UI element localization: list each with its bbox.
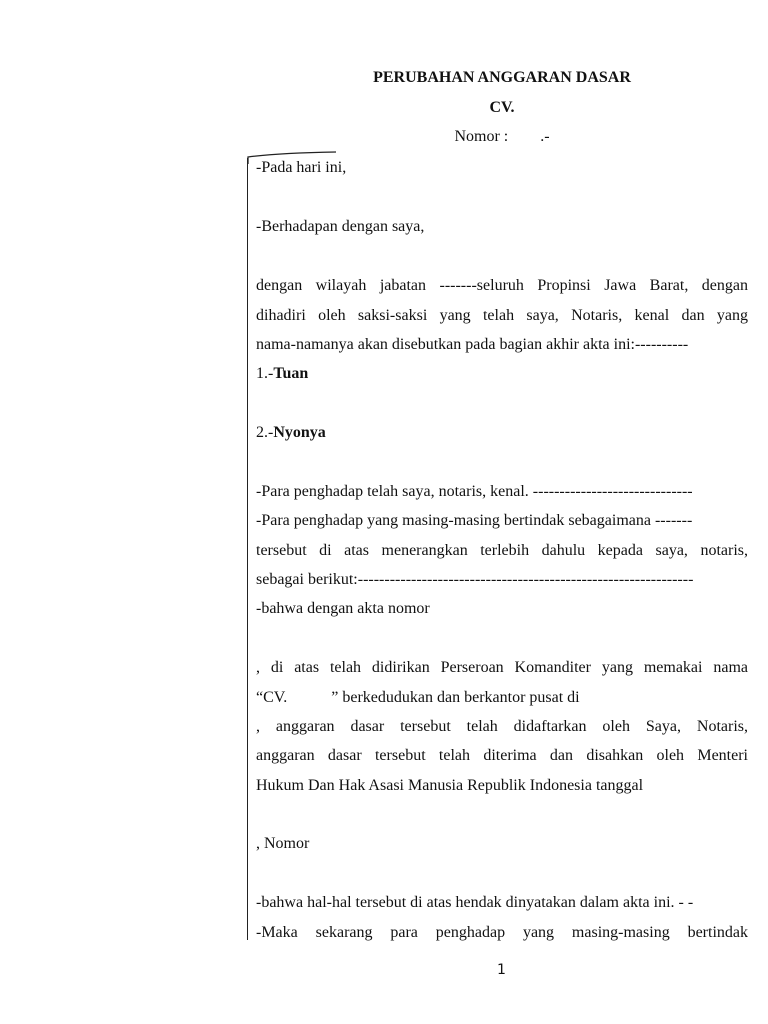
text-line: tersebut di atas menerangkan terlebih dahulu kepada saya, notaris, xyxy=(256,542,748,559)
text-line: -Para penghadap yang masing-masing bertindak sebagaimana ------- xyxy=(256,512,693,529)
text-line: dengan wilayah jabatan -------seluruh Propinsi Jawa Barat, dengan xyxy=(256,277,748,294)
document-number: Nomor : .- xyxy=(454,128,550,145)
text-line: -Pada hari ini, xyxy=(256,159,347,176)
text-line: nama-namanya akan disebutkan pada bagian akhir akta ini:---------- xyxy=(256,336,689,353)
text-line: dihadiri oleh saksi-saksi yang telah saya, Notaris, kenal dan yang xyxy=(256,307,748,324)
document-title: PERUBAHAN ANGGARAN DASAR xyxy=(373,69,631,86)
text-line: Hukum Dan Hak Asasi Manusia Republik Indonesia tanggal xyxy=(256,777,644,794)
party-1 xyxy=(256,364,748,384)
text-line: “CV. ” berkedudukan dan berkantor pusat di xyxy=(256,689,580,706)
text-line: anggaran dasar tersebut telah diterima dan disahkan oleh Menteri xyxy=(256,747,748,764)
page-number: 1 xyxy=(497,962,506,978)
text-line: , di atas telah didirikan Perseroan Komanditer yang memakai nama xyxy=(256,659,748,676)
party-1-title: Tuan xyxy=(273,365,309,382)
text-line: -Maka sekarang para penghadap yang masing-masing bertindak xyxy=(256,924,748,941)
party-1-number: 1.- xyxy=(256,365,274,382)
text-line: -bahwa hal-hal tersebut di atas hendak dinyatakan dalam akta ini. - - xyxy=(256,894,694,911)
party-2 xyxy=(256,423,748,443)
text-line: , anggaran dasar tersebut telah didaftarkan oleh Saya, Notaris, xyxy=(256,718,748,735)
party-2-number: 2.- xyxy=(256,424,274,441)
text-line: , Nomor xyxy=(256,835,310,852)
text-line: -bahwa dengan akta nomor xyxy=(256,600,430,617)
text-line: sebagai berikut:--------------------------------------------------------------- xyxy=(256,571,694,588)
text-line: -Berhadapan dengan saya, xyxy=(256,218,425,235)
margin-rule xyxy=(247,158,248,940)
company-name: CV. xyxy=(489,99,515,116)
party-2-title: Nyonya xyxy=(273,424,326,441)
text-line: -Para penghadap telah saya, notaris, kenal. ------------------------------ xyxy=(256,483,693,500)
